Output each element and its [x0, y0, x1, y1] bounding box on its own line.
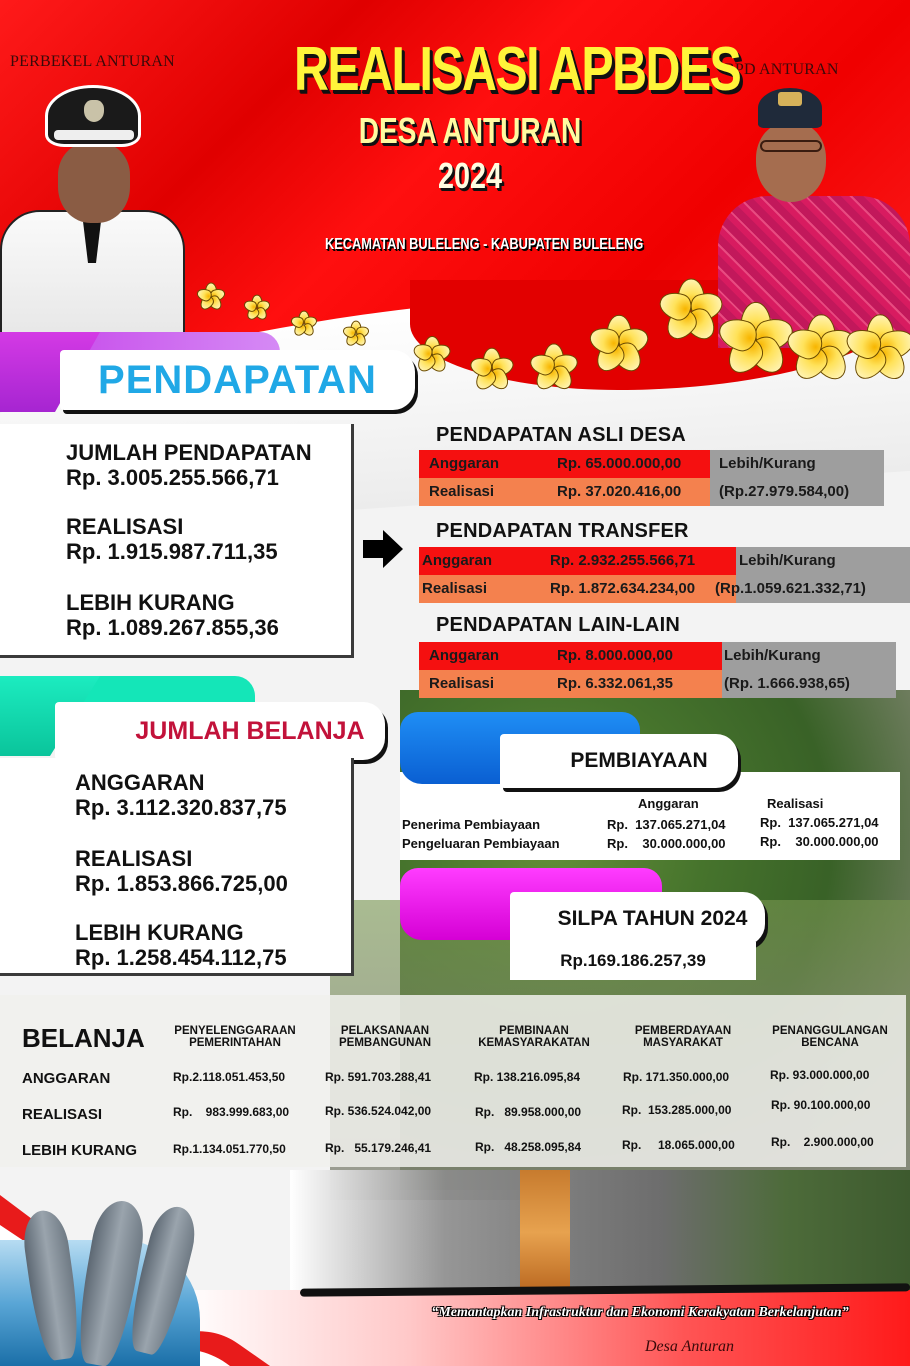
transfer-title: PENDAPATAN TRANSFER: [436, 520, 689, 542]
motto-text: “Memantapkan Infrastruktur dan Ekonomi Kerakyatan Berkelanjutan”: [431, 1305, 849, 1320]
table-cell: Rp. 983.999.683,00: [173, 1105, 290, 1119]
table-cell: Rp. 536.524.042,00: [325, 1104, 432, 1118]
pad-title: PENDAPATAN ASLI DESA: [436, 424, 686, 446]
location-text: KECAMATAN BULELENG - KABUPATEN BULELENG: [325, 236, 644, 253]
column-header: PENANGGULANGAN BENCANA: [772, 1025, 888, 1049]
pembiayaan-heading: PEMBIAYAAN: [500, 734, 738, 788]
summary-item: LEBIH KURANG Rp. 1.089.267.855,36: [66, 590, 279, 640]
frangipani-flower-icon: [592, 318, 646, 372]
garuda-emblem-icon: [84, 100, 104, 122]
silpa-banner: [400, 868, 770, 948]
frangipani-flower-icon: [472, 350, 512, 390]
column-header: PEMBINAAN KEMASYARAKATAN: [478, 1025, 590, 1049]
table-cell: Rp. 89.958.000,00: [475, 1105, 582, 1119]
frangipani-flower-icon: [722, 306, 790, 374]
jumlah-belanja-banner: [0, 676, 390, 762]
row-label-lebih-kurang: LEBIH KURANG: [22, 1142, 137, 1159]
village-title: DESA ANTURAN: [358, 110, 582, 151]
arrow-right-icon: [363, 530, 403, 568]
table-cell: Rp. 18.065.000,00: [622, 1138, 735, 1152]
summary-item: ANGGARAN Rp. 3.112.320.837,75: [75, 770, 287, 820]
perbekel-portrait: [0, 85, 185, 335]
table-cell: Rp. 90.100.000,00: [771, 1098, 871, 1112]
poster: PERBEKEL ANTURAN BPD ANTURAN REALISASI APBDES DESA ANTURAN 2024 KECAMATAN BULELENG - KABUPATEN BULELENG PENDAPATAN JUMLAH PENDAPATAN Rp. 3.005.255.566,71 REALISASI Rp. 1.915.987.711,35 LEBIH KURANG Rp. 1.089.267.855,36 PENDAPATAN ASLI DESA Anggaran Rp. 65.000.000,00 Lebih/Kurang Realisasi Rp. 37.020.416,00 (Rp.27.979.584,00) PENDAPATAN TRANSFER Anggaran Rp. 2.932.255.566,71 Lebih/Kurang Realisasi Rp. 1.872.634.234,00 (Rp.1.059.621.332,71) PENDAPATAN LAIN-LAIN Anggaran Rp. 8.000.000,00 Lebih/Kurang Realisasi Rp. 6.332.061,35 (Rp. 1.666.938,65) JUMLAH BELANJA ANGGARAN Rp. 3.112.320.837,75 REALISASI Rp. 1.853.866.725,00 LEBIH KURANG Rp. 1.258.454.112,75 PEMBIAYAAN Anggaran Realisasi Penerima Pembiayaan Rp. 137.065.271,04 Rp. 137.065.271,04 Pengeluaran Pembiayaan Rp. 30.000.000,00 Rp. 30.000.000,00 SILPA TAHUN 2024 Rp.169.186.257,39 BELANJA PENYELENGGARAAN PEMERINTAHAN PELAKSANAAN PEMBANGUNAN PEMBINAAN KEMASYARAKATAN PEMBERDAYAAN MASYARAKAT PENANGGULANGAN BENCANA ANGGARAN Rp.2.118.051.453,50 Rp. 591.703.288,41 Rp. 138.216.095,84 Rp. 171.350.000,00 Rp. 93.000.000,00 REALISASI Rp. 983.999.683,00 Rp. 536.524.042,00 Rp. 89.958.000,00 Rp. 153.285.000,00 Rp. 90.100.000,00 LEBIH KURANG Rp.1.134.051.770,50 Rp. 55.179.246,41 Rp. 48.258.095,84 Rp. 18.065.000,00 Rp. 2.900.000,00 “Memantapkan Infrastruktur dan Ekonomi Kerakyatan Berkelanjutan” Desa Anturan: [0, 0, 910, 1366]
pendapatan-summary-box: [0, 424, 354, 658]
column-header: PEMBERDAYAAN MASYARAKAT: [634, 1025, 732, 1049]
col-realisasi-header: Realisasi: [767, 796, 824, 811]
table-cell: Rp. 55.179.246,41: [325, 1141, 432, 1155]
frangipani-flower-icon: [790, 318, 852, 380]
table-cell: Rp. 2.900.000,00: [771, 1135, 874, 1149]
table-cell: Rp. 138.216.095,84: [474, 1070, 581, 1084]
temple-photo: [290, 1170, 910, 1295]
pendapatan-banner: [0, 332, 420, 414]
main-title: REALISASI APBDES: [294, 35, 741, 104]
face-shape: [756, 122, 826, 202]
face-shape: [58, 143, 130, 223]
cell-realisasi: Rp. 137.065.271,04: [760, 815, 879, 830]
cap-shape: [758, 88, 822, 128]
frangipani-flower-icon: [198, 284, 224, 310]
temple-door-shape: [520, 1170, 570, 1295]
frangipani-flower-icon: [850, 318, 910, 380]
column-header: PELAKSANAAN PEMBANGUNAN: [339, 1025, 431, 1049]
emblem-icon: [778, 92, 802, 106]
table-cell: Rp. 93.000.000,00: [770, 1068, 870, 1082]
lain-lain-title: PENDAPATAN LAIN-LAIN: [436, 614, 680, 636]
frangipani-flower-icon: [415, 338, 449, 372]
cell-anggaran: Rp. 30.000.000,00: [607, 836, 726, 851]
table-cell: Rp. 171.350.000,00: [623, 1070, 730, 1084]
cell-realisasi: Rp. 30.000.000,00: [760, 834, 879, 849]
row-label: Pengeluaran Pembiayaan: [402, 836, 560, 851]
signature-text: Desa Anturan: [645, 1338, 735, 1355]
table-cell: Rp.1.134.051.770,50: [173, 1142, 286, 1156]
cell-anggaran: Rp. 137.065.271,04: [607, 817, 726, 832]
silpa-heading: SILPA TAHUN 2024: [510, 892, 765, 946]
column-header: PENYELENGGARAAN PEMERINTAHAN: [174, 1025, 296, 1049]
row-label-anggaran: ANGGARAN: [22, 1070, 111, 1087]
summary-item: REALISASI Rp. 1.915.987.711,35: [66, 514, 278, 564]
table-cell: Rp. 153.285.000,00: [622, 1103, 732, 1117]
summary-item: REALISASI Rp. 1.853.866.725,00: [75, 846, 288, 896]
frangipani-flower-icon: [245, 296, 269, 320]
year-title: 2024: [437, 155, 503, 196]
belanja-summary-box: [0, 758, 354, 976]
bpd-label: BPD ANTURAN: [724, 61, 839, 78]
summary-item: JUMLAH PENDAPATAN Rp. 3.005.255.566,71: [66, 440, 312, 490]
glasses-shape: [760, 140, 822, 152]
perbekel-label: PERBEKEL ANTURAN: [10, 53, 175, 70]
frangipani-flower-icon: [662, 282, 720, 340]
silpa-value: Rp.169.186.257,39: [510, 942, 756, 980]
summary-item: LEBIH KURANG Rp. 1.258.454.112,75: [75, 920, 287, 970]
table-cell: Rp. 591.703.288,41: [325, 1070, 432, 1084]
frangipani-flower-icon: [532, 346, 576, 390]
pendapatan-heading: PENDAPATAN: [60, 350, 415, 410]
row-label-realisasi: REALISASI: [22, 1106, 103, 1123]
table-cell: Rp. 48.258.095,84: [475, 1140, 582, 1154]
jumlah-belanja-heading: JUMLAH BELANJA: [55, 702, 385, 760]
belanja-table-title: BELANJA: [22, 1023, 145, 1053]
col-anggaran-header: Anggaran: [638, 796, 699, 811]
table-cell: Rp.2.118.051.453,50: [173, 1070, 286, 1084]
pembiayaan-banner: [400, 712, 740, 792]
cap-shape: [45, 85, 141, 147]
row-label: Penerima Pembiayaan: [402, 817, 541, 832]
